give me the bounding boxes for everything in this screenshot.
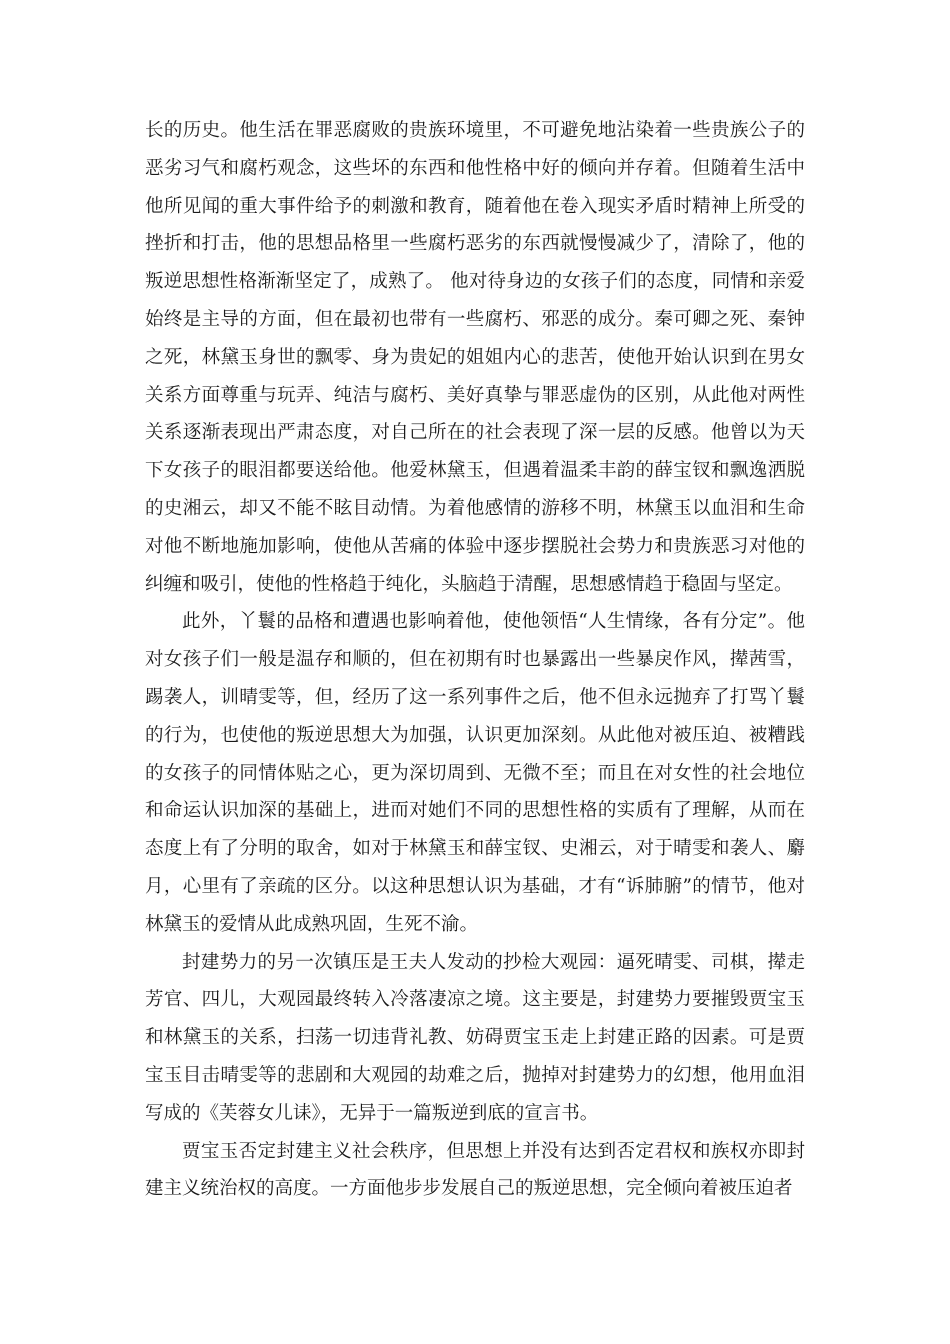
paragraph-1: 长的历史。他生活在罪恶腐败的贵族环境里，不可避免地沾染着一些贵族公子的恶劣习气和腐朽观念，这些坏的东西和他性格中好的倾向并存着。但随着生活中他所见闻的重大事件给予的刺激和教育，随着他在卷入现实矛盾时精神上所受的挫折和打击，他的思想品格里一些腐朽恶劣的东西就慢慢减少了，清除了，他的叛逆思想性格渐渐坚定了，成熟了。 他对待身边的女孩子们的态度，同情和亲爱始终是主导的方面，但在最初也带有一些腐朽、邪恶的成分。秦可卿之死、秦钟之死，林黛玉身世的飘零、身为贵妃的姐姐内心的悲苦，使他开始认识到在男女关系方面尊重与玩弄、纯洁与腐朽、美好真挚与罪恶虚伪的区别，从此他对两性关系逐渐表现出严肃态度，对自己所在的社会表现了深一层的反感。他曾以为天下女孩子的眼泪都要送给他。他爱林黛玉，但遇着温柔丰韵的薛宝钗和飘逸洒脱的史湘云，却又不能不眩目动情。为着他感情的游移不明，林黛玉以血泪和生命对他不断地施加影响，使他从苦痛的体验中逐步摆脱社会势力和贵族恶习对他的纠缠和吸引，使他的性格趋于纯化，头脑趋于清醒，思想感情趋于稳固与坚定。 — [145, 120, 805, 595]
paragraph-2: 此外，丫鬟的品格和遭遇也影响着他，使他领悟“人生情缘，各有分定”。他对女孩子们一般是温存和顺的，但在初期有时也暴露出一些暴戾作风，撵茜雪，踢袭人，训晴雯等，但，经历了这一系列事件之后，他不但永远抛弃了打骂丫鬟的行为，也使他的叛逆思想大为加强，认识更加深刻。从此他对被压迫、被糟践的女孩子的同情体贴之心，更为深切周到、无微不至；而且在对女性的社会地位和命运认识加深的基础上，进而对她们不同的思想性格的实质有了理解，从而在态度上有了分明的取舍，如对于林黛玉和薛宝钗、史湘云，对于晴雯和袭人、麝月，心里有了亲疏的区分。以这种思想认识为基础，才有“诉肺腑”的情节，他对林黛玉的爱情从此成熟巩固，生死不渝。 — [145, 611, 805, 935]
paragraph-3: 封建势力的另一次镇压是王夫人发动的抄检大观园：逼死晴雯、司棋，撵走芳官、四儿，大观园最终转入冷落凄凉之境。这主要是，封建势力要摧毁贾宝玉和林黛玉的关系，扫荡一切违背礼教、妨碍贾宝玉走上封建正路的因素。可是贾宝玉目击晴雯等的悲剧和大观园的劫难之后，抛掉对封建势力的幻想，他用血泪写成的《芙蓉女儿诔》，无异于一篇叛逆到底的宣言书。 — [145, 951, 805, 1124]
paragraph-4: 贾宝玉否定封建主义社会秩序，但思想上并没有达到否定君权和族权亦即封建主义统治权的高度。一方面他步步发展自己的叛逆思想，完全倾向着被压迫者 — [145, 1140, 805, 1200]
document-body — [145, 112, 805, 1208]
